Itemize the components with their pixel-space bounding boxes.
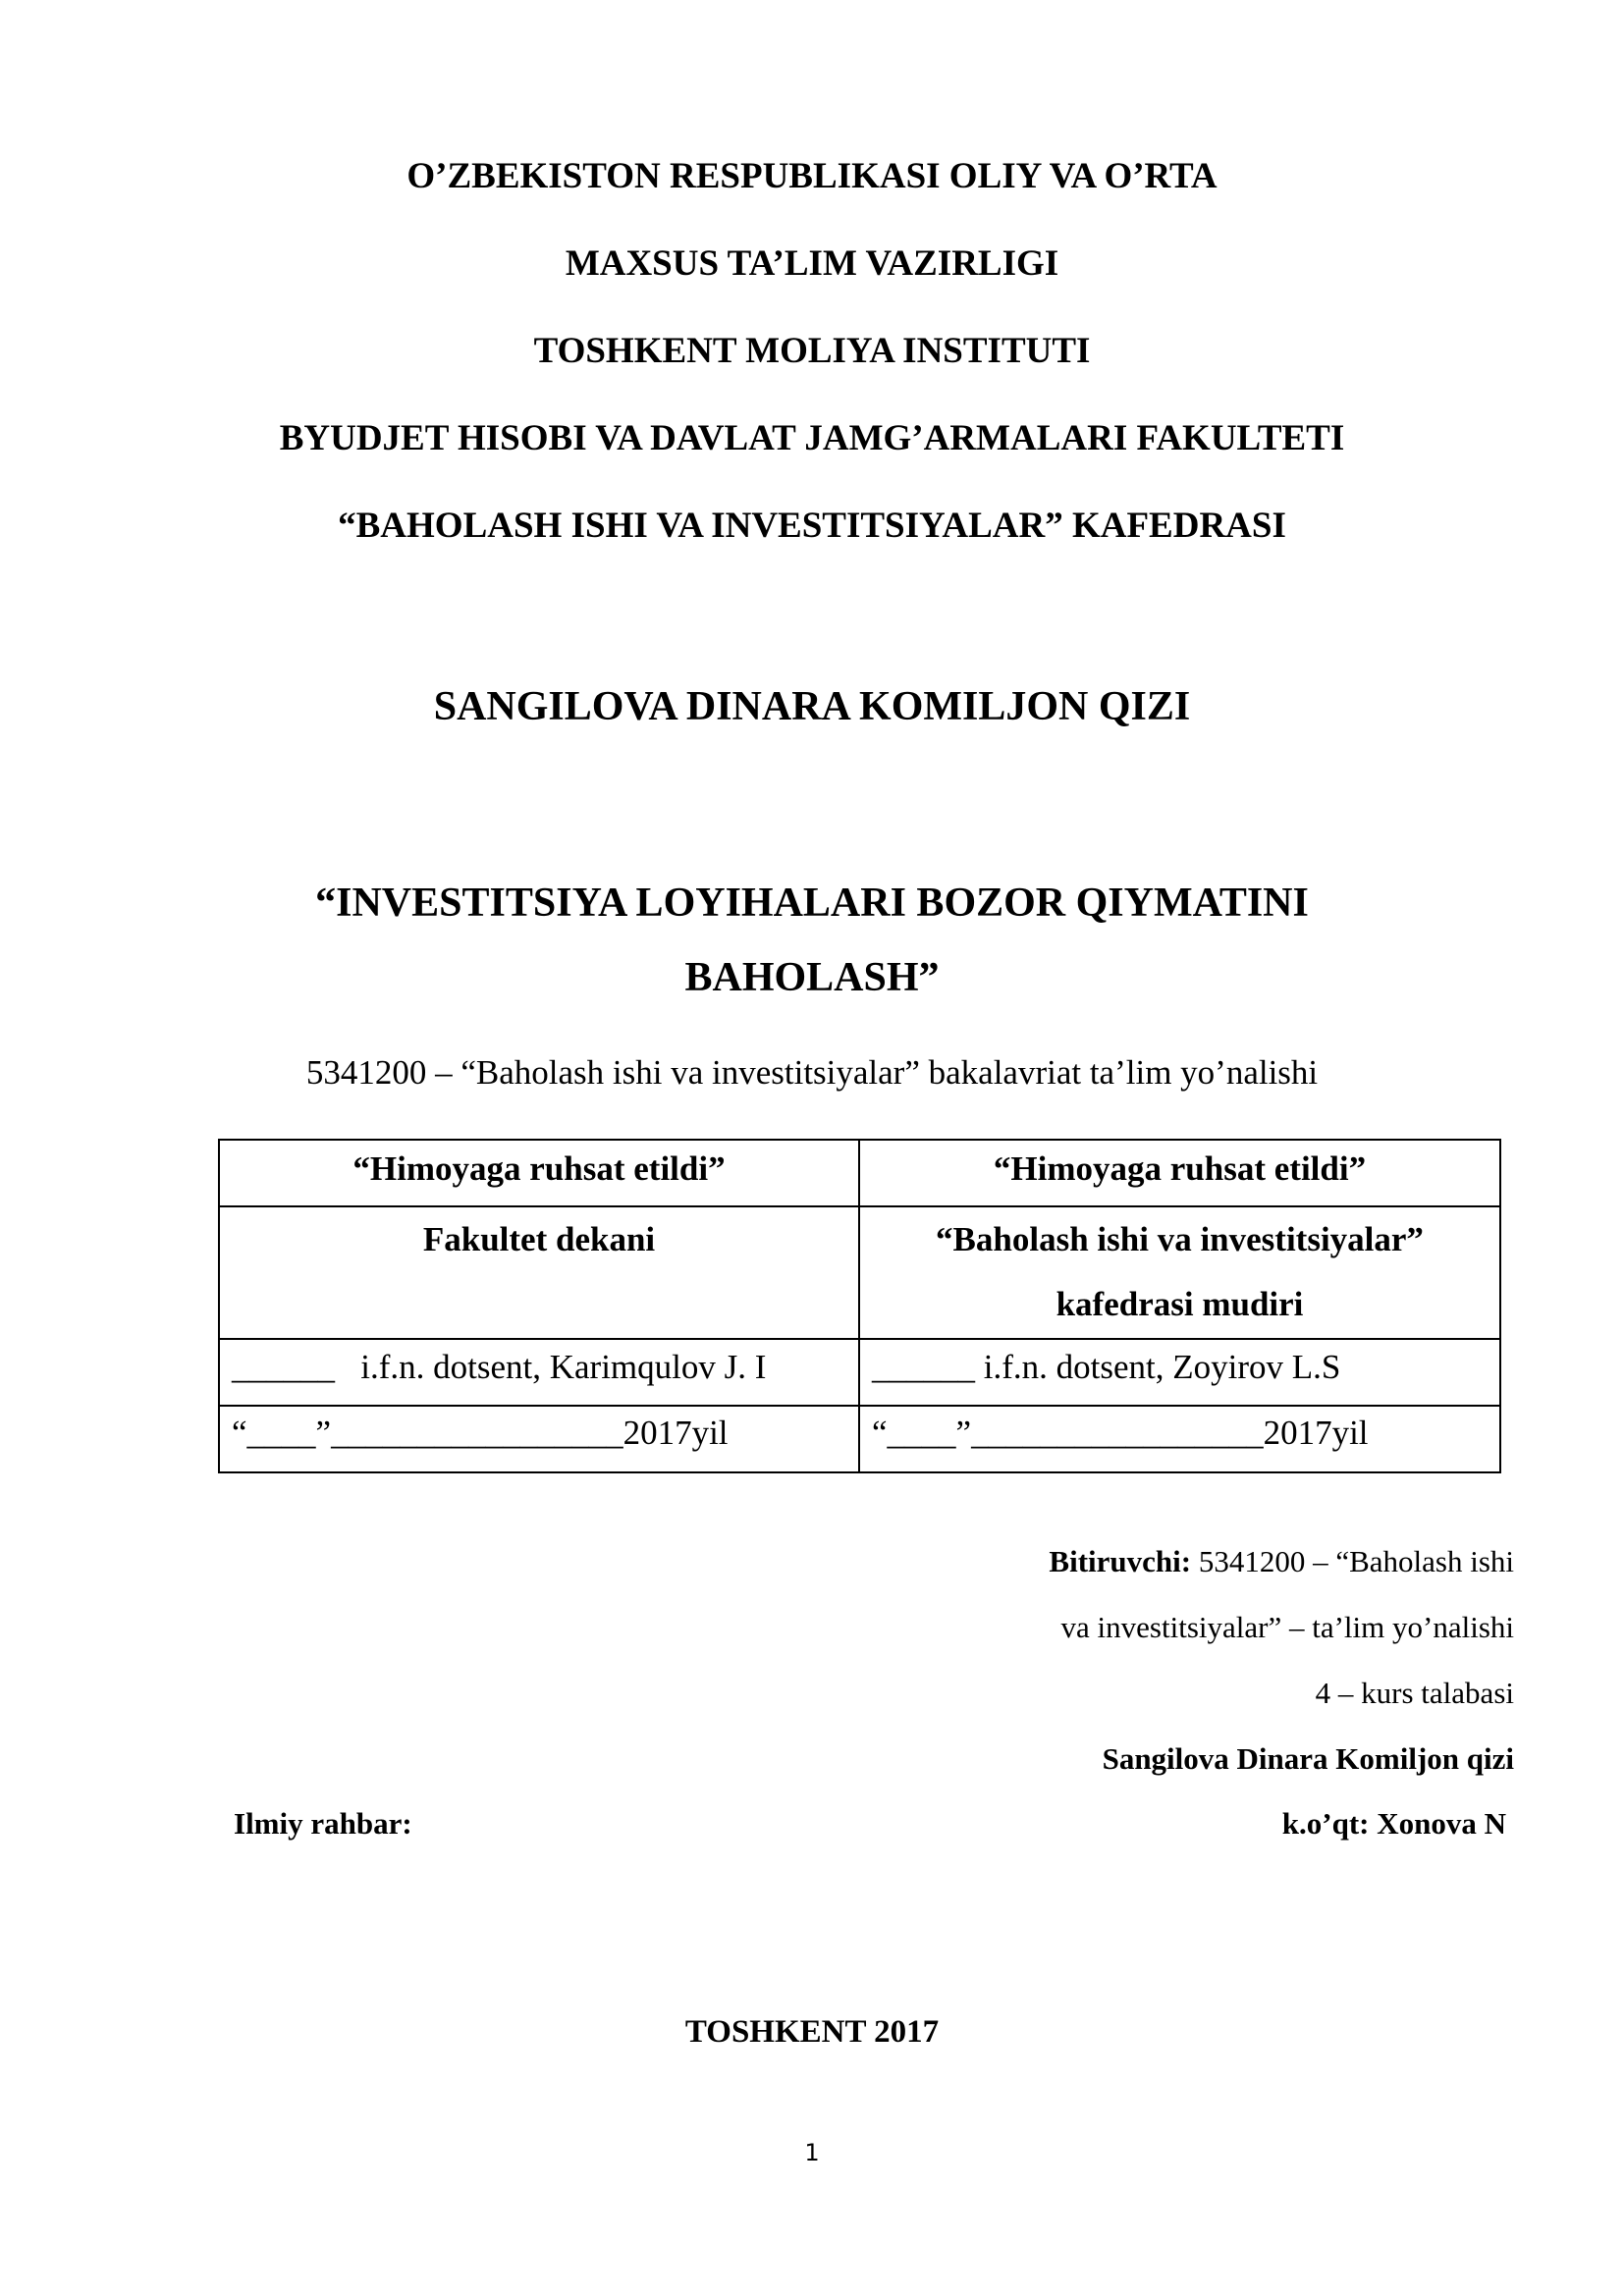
dean-role [219, 1206, 859, 1339]
faculty-name: BYUDJET HISOBI VA DAVLAT JAMG’ARMALARI FAKULTETI [279, 418, 1345, 458]
approval-date-row [219, 1406, 1500, 1472]
institute-name: TOSHKENT MOLIYA INSTITUTI [533, 331, 1091, 371]
head-signature-line: ______ i.f.n. dotsent, Zoyirov L.S [859, 1339, 1500, 1406]
approval-signature-row [219, 1339, 1500, 1406]
city-year: TOSHKENT 2017 [684, 2014, 940, 2050]
approval-table [218, 1139, 1501, 1473]
dean-approval-heading: “Himoyaga ruhsat etildi” [219, 1140, 859, 1206]
specialty-line: 5341200 – “Baholash ishi va investitsiyalar” bakalavriat ta’lim yo’nalishi [305, 1053, 1319, 1092]
dean-signature-line: ______ i.f.n. dotsent, Karimqulov J. I [219, 1339, 859, 1406]
graduate-specialty-start: 5341200 – “Baholash ishi [1191, 1544, 1514, 1578]
supervisor-name: k.o’qt: Xonova N [1281, 1806, 1506, 1841]
dean-role-text: Fakultet dekani [422, 1220, 656, 1258]
supervisor-label: Ilmiy rahbar: [234, 1806, 412, 1841]
head-role [859, 1206, 1500, 1339]
author-name: SANGILOVA DINARA KOMILJON QIZI [433, 684, 1191, 729]
page-number: 1 [804, 2139, 820, 2166]
thesis-title-line-2: BAHOLASH” [684, 955, 940, 1000]
head-role-line-2: kafedrasi mudiri [1056, 1285, 1304, 1323]
head-role-line-1: “Baholash ishi va investitsiyalar” [936, 1220, 1424, 1258]
head-date-line: “____”_________________2017yil [859, 1406, 1500, 1472]
approval-role-row [219, 1206, 1500, 1339]
thesis-title-line-1: “INVESTITSIYA LOYIHALARI BOZOR QIYMATINI [315, 881, 1309, 926]
ministry-line-2: MAXSUS TA’LIM VAZIRLIGI [565, 243, 1059, 284]
graduate-label: Bitiruvchi: [1049, 1544, 1192, 1578]
graduate-line-2: va investitsiyalar” – ta’lim yo’nalishi [1060, 1610, 1514, 1644]
head-approval-heading: “Himoyaga ruhsat etildi” [859, 1140, 1500, 1206]
dean-date-line: “____”_________________2017yil [219, 1406, 859, 1472]
graduate-course: 4 – kurs talabasi [1315, 1676, 1514, 1710]
approval-heading-row [219, 1140, 1500, 1206]
department-name: “BAHOLASH ISHI VA INVESTITSIYALAR” KAFEDRASI [338, 506, 1286, 546]
graduate-name: Sangilova Dinara Komiljon qizi [1102, 1741, 1514, 1776]
graduate-line-1 [1049, 1542, 1514, 1581]
ministry-line-1: O’ZBEKISTON RESPUBLIKASI OLIY VA O’RTA [406, 156, 1218, 196]
